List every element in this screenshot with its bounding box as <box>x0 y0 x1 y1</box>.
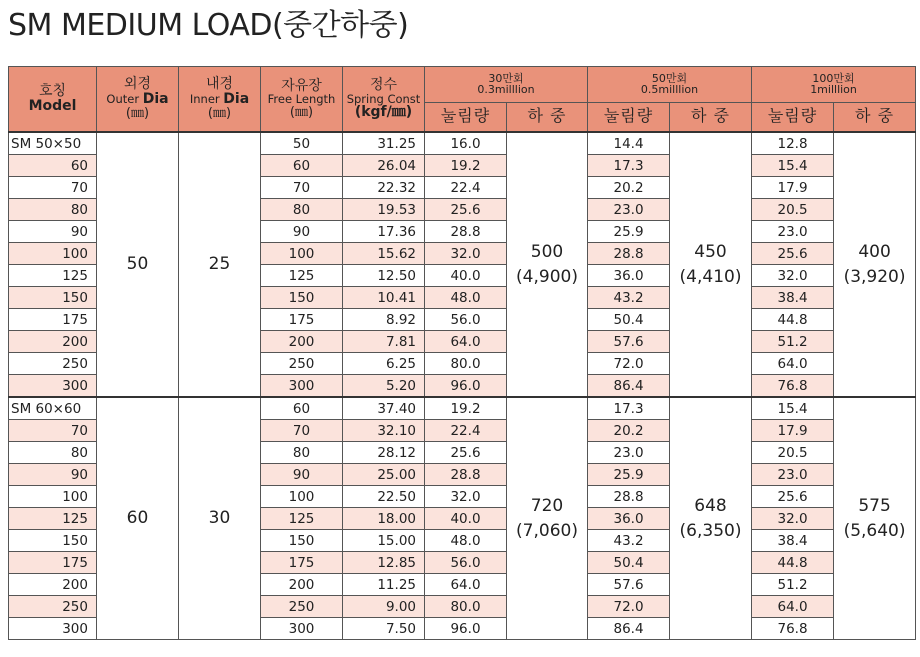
deflection-300k-cell: 25.6 <box>425 199 507 221</box>
free-length-cell: 70 <box>261 420 343 442</box>
spring-const-cell: 7.81 <box>343 331 425 353</box>
deflection-500k-cell: 25.9 <box>588 464 670 486</box>
deflection-1m-cell: 64.0 <box>752 353 834 375</box>
table-row <box>9 397 916 420</box>
model-cell: 175 <box>9 309 97 331</box>
free-length-cell: 175 <box>261 552 343 574</box>
deflection-300k-cell: 40.0 <box>425 508 507 530</box>
deflection-300k-cell: 28.8 <box>425 464 507 486</box>
load-1m-cell-value: 400 <box>858 241 891 262</box>
model-cell: 70 <box>9 420 97 442</box>
free-length-cell: 200 <box>261 331 343 353</box>
deflection-500k-cell: 57.6 <box>588 331 670 353</box>
deflection-500k-cell: 28.8 <box>588 486 670 508</box>
table-row <box>9 132 916 155</box>
free-length-cell: 90 <box>261 221 343 243</box>
outer-dia-cell <box>97 397 179 640</box>
deflection-300k-cell: 19.2 <box>425 397 507 420</box>
spring-const-cell: 17.36 <box>343 221 425 243</box>
deflection-500k-cell: 36.0 <box>588 508 670 530</box>
deflection-300k-cell: 28.8 <box>425 221 507 243</box>
load-1m-cell <box>834 397 916 640</box>
model-cell: SM 50×50 <box>9 132 97 155</box>
model-cell: 80 <box>9 199 97 221</box>
deflection-300k-cell: 80.0 <box>425 596 507 618</box>
deflection-300k-cell: 64.0 <box>425 574 507 596</box>
spring-const-cell: 26.04 <box>343 155 425 177</box>
header-group-1m: 100만회 1milllion <box>752 67 916 103</box>
free-length-cell: 300 <box>261 375 343 398</box>
deflection-1m-cell: 51.2 <box>752 574 834 596</box>
deflection-1m-cell: 15.4 <box>752 155 834 177</box>
header-group-300k: 30만회 0.3milllion <box>425 67 588 103</box>
inner-dia-cell-value: 25 <box>208 254 231 275</box>
deflection-1m-cell: 38.4 <box>752 287 834 309</box>
deflection-500k-cell: 14.4 <box>588 132 670 155</box>
deflection-300k-cell: 48.0 <box>425 530 507 552</box>
spring-const-cell: 9.00 <box>343 596 425 618</box>
deflection-500k-cell: 20.2 <box>588 177 670 199</box>
free-length-cell: 200 <box>261 574 343 596</box>
spring-const-cell: 25.00 <box>343 464 425 486</box>
spring-const-cell: 15.62 <box>343 243 425 265</box>
deflection-1m-cell: 20.5 <box>752 442 834 464</box>
header-outer-dia: 외경 Outer Dia (㎜) <box>97 67 179 133</box>
deflection-1m-cell: 23.0 <box>752 464 834 486</box>
header-deflection-1m: 눌림량 <box>752 102 834 132</box>
deflection-1m-cell: 25.6 <box>752 486 834 508</box>
deflection-300k-cell: 96.0 <box>425 375 507 398</box>
free-length-cell: 150 <box>261 530 343 552</box>
spring-const-cell: 19.53 <box>343 199 425 221</box>
model-cell: 150 <box>9 287 97 309</box>
model-cell: 125 <box>9 265 97 287</box>
model-cell: 80 <box>9 442 97 464</box>
deflection-300k-cell: 32.0 <box>425 486 507 508</box>
deflection-500k-cell: 23.0 <box>588 199 670 221</box>
header-inner-dia: 내경 Inner Dia (㎜) <box>179 67 261 133</box>
header-deflection-300k: 눌림량 <box>425 102 507 132</box>
deflection-1m-cell: 17.9 <box>752 420 834 442</box>
deflection-300k-cell: 22.4 <box>425 420 507 442</box>
model-cell: 90 <box>9 221 97 243</box>
load-300k-cell-value: 500 <box>530 241 564 262</box>
load-500k-cell-value: 648 <box>694 495 727 516</box>
deflection-1m-cell: 51.2 <box>752 331 834 353</box>
deflection-500k-cell: 17.3 <box>588 155 670 177</box>
model-cell: 300 <box>9 375 97 398</box>
free-length-cell: 100 <box>261 243 343 265</box>
header-model: 호칭 Model <box>9 67 97 133</box>
deflection-500k-cell: 86.4 <box>588 618 670 640</box>
spring-const-cell: 5.20 <box>343 375 425 398</box>
model-cell: 125 <box>9 508 97 530</box>
model-cell: SM 60×60 <box>9 397 97 420</box>
spring-const-cell: 11.25 <box>343 574 425 596</box>
table-body <box>9 132 916 640</box>
model-cell: 200 <box>9 331 97 353</box>
deflection-1m-cell: 76.8 <box>752 618 834 640</box>
load-500k-cell-value: 450 <box>694 241 727 262</box>
header-load-500k: 하 중 <box>670 102 752 132</box>
deflection-300k-cell: 19.2 <box>425 155 507 177</box>
model-cell: 300 <box>9 618 97 640</box>
deflection-1m-cell: 32.0 <box>752 265 834 287</box>
load-500k-cell <box>670 132 752 397</box>
deflection-1m-cell: 44.8 <box>752 552 834 574</box>
deflection-300k-cell: 80.0 <box>425 353 507 375</box>
spring-const-cell: 7.50 <box>343 618 425 640</box>
deflection-500k-cell: 72.0 <box>588 353 670 375</box>
free-length-cell: 80 <box>261 442 343 464</box>
spring-const-cell: 22.50 <box>343 486 425 508</box>
load-1m-cell-newton: (5,640) <box>843 520 906 541</box>
model-cell: 90 <box>9 464 97 486</box>
deflection-500k-cell: 36.0 <box>588 265 670 287</box>
spring-const-cell: 31.25 <box>343 132 425 155</box>
spring-const-cell: 6.25 <box>343 353 425 375</box>
deflection-500k-cell: 57.6 <box>588 574 670 596</box>
model-cell: 100 <box>9 243 97 265</box>
deflection-1m-cell: 17.9 <box>752 177 834 199</box>
load-500k-cell <box>670 397 752 640</box>
deflection-500k-cell: 17.3 <box>588 397 670 420</box>
load-300k-cell-newton: (4,900) <box>516 266 578 287</box>
table-header <box>9 67 916 133</box>
free-length-cell: 90 <box>261 464 343 486</box>
spring-const-cell: 10.41 <box>343 287 425 309</box>
free-length-cell: 50 <box>261 132 343 155</box>
outer-dia-cell-value: 60 <box>126 508 149 529</box>
header-free-length: 자유장 Free Length (㎜) <box>261 67 343 133</box>
model-cell: 100 <box>9 486 97 508</box>
deflection-500k-cell: 43.2 <box>588 530 670 552</box>
deflection-500k-cell: 72.0 <box>588 596 670 618</box>
load-300k-cell-value: 720 <box>530 495 564 516</box>
free-length-cell: 250 <box>261 353 343 375</box>
deflection-500k-cell: 50.4 <box>588 552 670 574</box>
header-spring-const: 정수 Spring Const (kgf/㎜) <box>343 67 425 133</box>
deflection-500k-cell: 28.8 <box>588 243 670 265</box>
deflection-500k-cell: 25.9 <box>588 221 670 243</box>
deflection-300k-cell: 16.0 <box>425 132 507 155</box>
load-300k-cell-newton: (7,060) <box>516 520 578 541</box>
deflection-300k-cell: 22.4 <box>425 177 507 199</box>
load-500k-cell-newton: (6,350) <box>679 520 742 541</box>
deflection-1m-cell: 15.4 <box>752 397 834 420</box>
load-1m-cell-newton: (3,920) <box>843 266 906 287</box>
load-1m-cell-value: 575 <box>858 495 891 516</box>
deflection-300k-cell: 48.0 <box>425 287 507 309</box>
outer-dia-cell <box>97 132 179 397</box>
deflection-300k-cell: 25.6 <box>425 442 507 464</box>
model-cell: 70 <box>9 177 97 199</box>
spring-const-cell: 12.50 <box>343 265 425 287</box>
model-cell: 250 <box>9 596 97 618</box>
deflection-1m-cell: 32.0 <box>752 508 834 530</box>
free-length-cell: 100 <box>261 486 343 508</box>
free-length-cell: 150 <box>261 287 343 309</box>
free-length-cell: 80 <box>261 199 343 221</box>
deflection-1m-cell: 25.6 <box>752 243 834 265</box>
free-length-cell: 60 <box>261 155 343 177</box>
free-length-cell: 300 <box>261 618 343 640</box>
load-500k-cell-newton: (4,410) <box>679 266 742 287</box>
deflection-500k-cell: 43.2 <box>588 287 670 309</box>
header-deflection-500k: 눌림량 <box>588 102 670 132</box>
deflection-300k-cell: 96.0 <box>425 618 507 640</box>
model-cell: 175 <box>9 552 97 574</box>
spring-const-cell: 37.40 <box>343 397 425 420</box>
model-cell: 250 <box>9 353 97 375</box>
deflection-300k-cell: 40.0 <box>425 265 507 287</box>
free-length-cell: 60 <box>261 397 343 420</box>
deflection-500k-cell: 20.2 <box>588 420 670 442</box>
deflection-300k-cell: 64.0 <box>425 331 507 353</box>
deflection-1m-cell: 38.4 <box>752 530 834 552</box>
inner-dia-cell <box>179 397 261 640</box>
free-length-cell: 175 <box>261 309 343 331</box>
deflection-300k-cell: 56.0 <box>425 552 507 574</box>
inner-dia-cell <box>179 132 261 397</box>
load-300k-cell <box>507 397 588 640</box>
deflection-500k-cell: 50.4 <box>588 309 670 331</box>
model-cell: 200 <box>9 574 97 596</box>
load-1m-cell <box>834 132 916 397</box>
header-load-300k: 하 중 <box>507 102 588 132</box>
header-group-500k: 50만회 0.5milllion <box>588 67 752 103</box>
free-length-cell: 250 <box>261 596 343 618</box>
deflection-1m-cell: 20.5 <box>752 199 834 221</box>
deflection-300k-cell: 32.0 <box>425 243 507 265</box>
free-length-cell: 125 <box>261 265 343 287</box>
free-length-cell: 125 <box>261 508 343 530</box>
spring-const-cell: 32.10 <box>343 420 425 442</box>
model-cell: 60 <box>9 155 97 177</box>
deflection-1m-cell: 44.8 <box>752 309 834 331</box>
deflection-500k-cell: 23.0 <box>588 442 670 464</box>
deflection-300k-cell: 56.0 <box>425 309 507 331</box>
inner-dia-cell-value: 30 <box>208 508 231 529</box>
spring-const-cell: 15.00 <box>343 530 425 552</box>
model-cell: 150 <box>9 530 97 552</box>
spring-spec-table <box>8 66 916 640</box>
deflection-1m-cell: 76.8 <box>752 375 834 398</box>
outer-dia-cell-value: 50 <box>126 254 149 275</box>
deflection-1m-cell: 23.0 <box>752 221 834 243</box>
load-300k-cell <box>507 132 588 397</box>
spring-const-cell: 28.12 <box>343 442 425 464</box>
page-title: SM MEDIUM LOAD(중간하중) <box>8 8 409 43</box>
deflection-1m-cell: 12.8 <box>752 132 834 155</box>
spring-const-cell: 8.92 <box>343 309 425 331</box>
spring-const-cell: 12.85 <box>343 552 425 574</box>
header-load-1m: 하 중 <box>834 102 916 132</box>
spring-const-cell: 18.00 <box>343 508 425 530</box>
deflection-500k-cell: 86.4 <box>588 375 670 398</box>
deflection-1m-cell: 64.0 <box>752 596 834 618</box>
free-length-cell: 70 <box>261 177 343 199</box>
spring-const-cell: 22.32 <box>343 177 425 199</box>
